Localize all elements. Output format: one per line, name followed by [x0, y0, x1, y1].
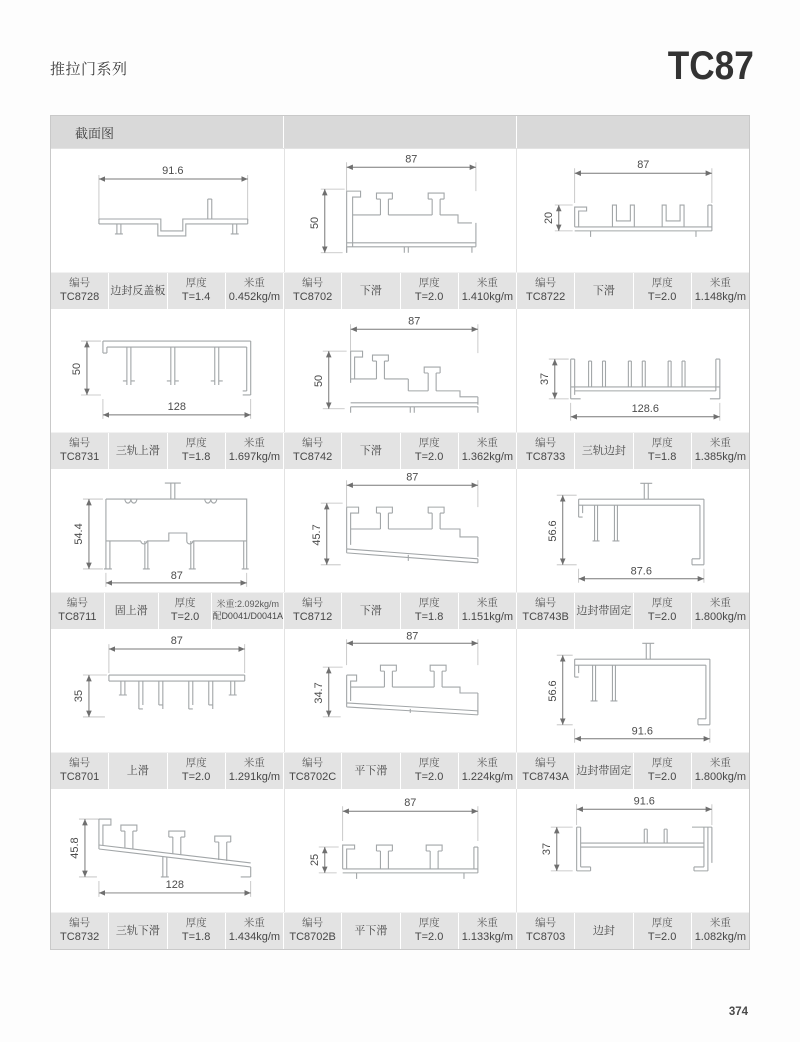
info-group-tc8701: [51, 753, 283, 789]
profile-name: 平下滑: [354, 924, 388, 937]
profile-drawing-tc8711: [51, 469, 284, 592]
weight-label: 米重: [243, 917, 265, 930]
thickness-label: 厚度: [185, 917, 207, 930]
thickness-value: T=2.0: [647, 930, 677, 943]
profile-drawing-tc8702c: [284, 629, 517, 752]
profile-name: 下滑: [359, 444, 382, 457]
profile-drawing-tc8702: [284, 149, 517, 272]
info-cell-weight: [212, 593, 283, 629]
info-cell-name: [109, 273, 166, 309]
code-label: 编号: [535, 597, 557, 610]
profile-code: TC8742: [293, 450, 333, 463]
info-cell-weight: [692, 433, 749, 469]
profile-sketch: [51, 469, 284, 592]
info-cell-name: [575, 433, 632, 469]
dimension-label: 45.8: [68, 837, 81, 859]
dimension-label: 87: [637, 159, 650, 172]
info-cell-code: [284, 753, 341, 789]
info-cell-weight: [692, 273, 749, 309]
weight-value: 配D0041/D0041A: [212, 611, 283, 622]
info-cell-weight: [226, 433, 283, 469]
thickness-value: T=2.0: [647, 290, 677, 303]
weight-label: 米重: [476, 597, 498, 610]
dimension-label: 50: [312, 374, 325, 388]
info-group-tc8702: [284, 273, 516, 309]
section-title: 截面图: [51, 116, 283, 148]
profile-code: TC8743B: [522, 610, 569, 623]
profile-sketch: [517, 629, 749, 752]
thickness-label: 厚度: [418, 277, 440, 290]
info-group-tc8731: [51, 433, 283, 469]
dimension-label: 128: [167, 400, 186, 413]
weight-label: 米重: [243, 757, 265, 770]
weight-label: 米重: [243, 277, 265, 290]
thickness-label: 厚度: [418, 917, 440, 930]
weight-label: 米重: [243, 437, 265, 450]
profile-code: TC8731: [60, 450, 100, 463]
weight-label: 米重: [476, 437, 498, 450]
thickness-value: T=1.8: [181, 930, 211, 943]
dimension-label: 87: [405, 471, 419, 484]
info-cell-name: [342, 913, 399, 949]
thickness-value: T=2.0: [414, 770, 444, 783]
profile-sketch: [517, 309, 749, 432]
code-label: 编号: [66, 597, 88, 610]
thickness-label: 厚度: [651, 437, 673, 450]
weight-label: 米重: [709, 757, 731, 770]
info-cell-thickness: [634, 593, 691, 629]
thickness-label: 厚度: [651, 277, 673, 290]
weight-label: 米重: [476, 917, 498, 930]
profile-name: 上滑: [126, 764, 149, 777]
info-cell-code: [517, 433, 574, 469]
info-group-tc8732: [51, 913, 283, 949]
info-cell-name: [105, 593, 158, 629]
info-cell-name: [109, 433, 166, 469]
info-cell-code: [51, 753, 108, 789]
dimension-label: 34.7: [312, 682, 325, 704]
series-title: 推拉门系列: [50, 61, 128, 78]
profile-code: TC8722: [526, 290, 566, 303]
header-spacer: [284, 116, 516, 148]
profile-code: TC8702B: [289, 930, 336, 943]
weight-label: 米重:2.092kg/m: [216, 599, 279, 610]
thickness-label: 厚度: [185, 757, 207, 770]
info-cell-weight: [692, 753, 749, 789]
profile-sketch: [285, 629, 517, 752]
profile-sketch: [51, 309, 284, 432]
dimension-label: 20: [543, 211, 556, 225]
code-label: 编号: [69, 437, 91, 450]
profile-drawing-tc8702b: [284, 789, 517, 912]
model-code: TC87: [667, 44, 754, 88]
code-label: 编号: [535, 917, 557, 930]
profile-drawing-tc8728: [51, 149, 284, 272]
weight-label: 米重: [709, 597, 731, 610]
info-cell-thickness: [634, 913, 691, 949]
dimension-label: 37: [541, 842, 554, 856]
info-cell-name: [575, 593, 632, 629]
weight-value: 1.385kg/m: [694, 450, 747, 463]
thickness-value: T=1.8: [414, 610, 444, 623]
info-cell-thickness: [168, 753, 225, 789]
dimension-label: 87: [407, 315, 420, 328]
info-cell-code: [517, 913, 574, 949]
dimension-label: 54.4: [72, 523, 85, 545]
profile-drawing-tc8731: [51, 309, 284, 432]
thickness-label: 厚度: [174, 597, 196, 610]
info-group-tc8702b: [284, 913, 516, 949]
info-group-tc8722: [517, 273, 749, 309]
info-cell-thickness: [401, 913, 458, 949]
info-cell-code: [51, 593, 104, 629]
info-cell-weight: [226, 913, 283, 949]
profile-drawing-tc8722: [516, 149, 749, 272]
info-cell-name: [575, 753, 632, 789]
profile-code: TC8733: [526, 450, 566, 463]
info-cell-weight: [459, 273, 516, 309]
weight-value: 1.151kg/m: [461, 610, 514, 623]
thickness-label: 厚度: [185, 437, 207, 450]
weight-value: 1.362kg/m: [461, 450, 514, 463]
code-label: 编号: [535, 437, 557, 450]
dimension-label: 87.6: [630, 565, 653, 578]
dimension-label: 91.6: [162, 165, 184, 178]
info-cell-code: [284, 273, 341, 309]
thickness-value: T=2.0: [414, 930, 444, 943]
code-label: 编号: [535, 277, 557, 290]
weight-value: 1.697kg/m: [228, 450, 281, 463]
weight-value: 0.452kg/m: [228, 290, 281, 303]
weight-value: 1.434kg/m: [228, 930, 281, 943]
thickness-label: 厚度: [651, 917, 673, 930]
profile-name: 边封反盖板: [110, 284, 166, 297]
info-cell-weight: [459, 433, 516, 469]
thickness-value: T=2.0: [647, 610, 677, 623]
info-cell-thickness: [401, 753, 458, 789]
info-group-tc8728: [51, 273, 283, 309]
code-label: 编号: [69, 277, 91, 290]
drawing-row-1: [51, 149, 749, 272]
profile-drawing-tc8732: [51, 789, 284, 912]
drawing-row-5: [51, 789, 749, 912]
info-cell-name: [342, 753, 399, 789]
weight-value: 1.800kg/m: [694, 770, 747, 783]
dimension-label: 35: [72, 689, 85, 703]
profile-code: TC8711: [58, 610, 97, 623]
profile-sketch: [285, 309, 517, 432]
profile-name: 下滑: [359, 604, 382, 617]
profile-drawing-tc8743a: [516, 629, 749, 752]
profile-drawing-tc8701: [51, 629, 284, 752]
thickness-value: T=1.4: [181, 290, 211, 303]
profile-name: 三轨边封: [581, 444, 626, 457]
dimension-label: 87: [403, 797, 417, 810]
info-cell-weight: [459, 913, 516, 949]
dimension-label: 56.6: [547, 680, 560, 702]
info-row-5: [51, 912, 749, 949]
profile-name: 下滑: [592, 284, 615, 297]
thickness-value: T=2.0: [647, 770, 677, 783]
info-cell-weight: [692, 913, 749, 949]
weight-value: 1.224kg/m: [461, 770, 514, 783]
code-label: 编号: [69, 757, 91, 770]
info-cell-code: [284, 913, 341, 949]
dimension-label: 37: [539, 372, 552, 386]
info-cell-thickness: [634, 753, 691, 789]
code-label: 编号: [535, 757, 557, 770]
profile-drawing-tc8742: [284, 309, 517, 432]
thickness-label: 厚度: [418, 437, 440, 450]
profile-code: TC8743A: [522, 770, 569, 783]
info-cell-thickness: [168, 913, 225, 949]
profile-sketch: [517, 469, 749, 592]
info-cell-thickness: [168, 433, 225, 469]
thickness-value: T=2.0: [414, 290, 444, 303]
info-row-4: [51, 752, 749, 789]
profile-code: TC8701: [60, 770, 100, 783]
profile-code: TC8702: [293, 290, 333, 303]
info-cell-code: [51, 273, 108, 309]
weight-label: 米重: [709, 277, 731, 290]
info-cell-thickness: [401, 433, 458, 469]
dimension-label: 45.7: [310, 524, 323, 546]
info-cell-weight: [459, 593, 516, 629]
thickness-label: 厚度: [418, 757, 440, 770]
info-cell-name: [342, 273, 399, 309]
thickness-value: T=2.0: [181, 770, 211, 783]
profile-sketch: [517, 789, 749, 912]
weight-value: 1.800kg/m: [694, 610, 747, 623]
profile-name: 三轨上滑: [115, 444, 160, 457]
code-label: 编号: [302, 277, 324, 290]
info-cell-weight: [226, 753, 283, 789]
profile-code: TC8728: [60, 290, 100, 303]
profile-sketch: [285, 789, 517, 912]
dimension-label: 87: [405, 630, 419, 643]
dimension-label: 87: [170, 569, 183, 582]
page-number: 374: [728, 1006, 748, 1018]
info-group-tc8742: [284, 433, 516, 469]
thickness-value: T=2.0: [170, 610, 200, 623]
thickness-value: T=1.8: [181, 450, 211, 463]
info-cell-thickness: [401, 593, 458, 629]
info-cell-name: [342, 593, 399, 629]
dimension-label: 50: [70, 362, 83, 376]
profile-sketch: [285, 149, 517, 272]
profile-drawing-tc8743b: [516, 469, 749, 592]
weight-value: 1.133kg/m: [461, 930, 514, 943]
info-cell-code: [517, 273, 574, 309]
info-cell-thickness: [159, 593, 212, 629]
dimension-label: 25: [308, 853, 321, 867]
info-cell-weight: [226, 273, 283, 309]
profile-name: 边封带固定: [576, 764, 632, 777]
info-group-tc8712: [284, 593, 516, 629]
info-group-tc8743b: [517, 593, 749, 629]
profile-drawing-tc8733: [516, 309, 749, 432]
thickness-label: 厚度: [651, 597, 673, 610]
info-group-tc8703: [517, 913, 749, 949]
weight-value: 1.291kg/m: [228, 770, 281, 783]
weight-label: 米重: [709, 437, 731, 450]
info-cell-code: [51, 433, 108, 469]
header-spacer: [517, 116, 749, 148]
info-cell-thickness: [634, 433, 691, 469]
dimension-label: 91.6: [631, 725, 654, 738]
info-cell-code: [517, 753, 574, 789]
profile-code: TC8732: [60, 930, 100, 943]
info-row-1: [51, 272, 749, 309]
info-cell-code: [51, 913, 108, 949]
info-cell-name: [575, 913, 632, 949]
dimension-label: 56.6: [547, 520, 560, 542]
profile-code: TC8712: [293, 610, 333, 623]
profile-drawing-tc8712: [284, 469, 517, 592]
thickness-value: T=2.0: [414, 450, 444, 463]
info-cell-name: [342, 433, 399, 469]
drawing-row-2: [51, 309, 749, 432]
profile-sketch: [51, 149, 284, 272]
info-cell-thickness: [634, 273, 691, 309]
profile-name: 边封: [592, 924, 615, 937]
profile-name: 下滑: [359, 284, 382, 297]
code-label: 编号: [302, 437, 324, 450]
profile-sketch: [517, 149, 749, 272]
dimension-label: 87: [170, 635, 183, 648]
profile-code: TC8703: [526, 930, 566, 943]
dimension-label: 50: [308, 216, 321, 230]
info-cell-code: [517, 593, 574, 629]
info-group-tc8733: [517, 433, 749, 469]
profile-name: 边封带固定: [576, 604, 632, 617]
info-row-3: [51, 592, 749, 629]
profile-name: 固上滑: [114, 604, 148, 617]
info-cell-thickness: [168, 273, 225, 309]
dimension-label: 128.6: [631, 402, 660, 415]
dimension-label: 91.6: [633, 795, 656, 808]
info-group-tc8702c: [284, 753, 516, 789]
profile-name: 三轨下滑: [115, 924, 160, 937]
thickness-label: 厚度: [185, 277, 207, 290]
profile-sketch: [285, 469, 517, 592]
weight-value: 1.148kg/m: [694, 290, 747, 303]
section-table: [50, 115, 750, 950]
dimension-label: 128: [165, 878, 184, 891]
drawing-row-4: [51, 629, 749, 752]
profile-drawing-tc8703: [516, 789, 749, 912]
info-cell-name: [109, 913, 166, 949]
info-group-tc8743a: [517, 753, 749, 789]
weight-value: 1.410kg/m: [461, 290, 514, 303]
info-row-2: [51, 432, 749, 469]
profile-sketch: [51, 789, 284, 912]
info-cell-name: [109, 753, 166, 789]
weight-label: 米重: [476, 757, 498, 770]
drawing-row-3: [51, 469, 749, 592]
weight-value: 1.082kg/m: [694, 930, 747, 943]
profile-sketch: [51, 629, 284, 752]
weight-label: 米重: [709, 917, 731, 930]
info-cell-weight: [459, 753, 516, 789]
info-cell-thickness: [401, 273, 458, 309]
weight-label: 米重: [476, 277, 498, 290]
info-cell-weight: [692, 593, 749, 629]
info-cell-code: [284, 433, 341, 469]
code-label: 编号: [302, 597, 324, 610]
thickness-value: T=1.8: [647, 450, 677, 463]
info-cell-code: [284, 593, 341, 629]
profile-name: 平下滑: [354, 764, 388, 777]
code-label: 编号: [302, 917, 324, 930]
code-label: 编号: [302, 757, 324, 770]
profile-code: TC8702C: [289, 770, 337, 783]
dimension-label: 87: [404, 153, 418, 166]
thickness-label: 厚度: [418, 597, 440, 610]
code-label: 编号: [69, 917, 91, 930]
thickness-label: 厚度: [651, 757, 673, 770]
info-cell-name: [575, 273, 632, 309]
table-header-row: [51, 116, 749, 149]
info-group-tc8711: [51, 593, 283, 629]
